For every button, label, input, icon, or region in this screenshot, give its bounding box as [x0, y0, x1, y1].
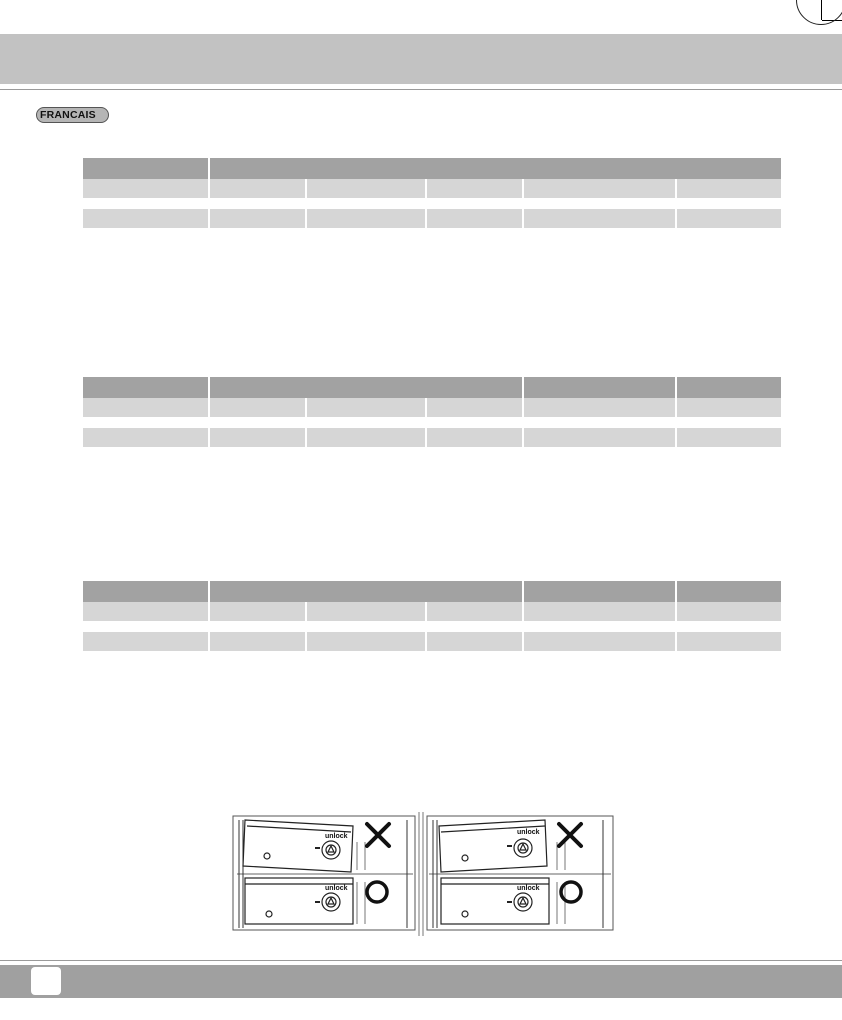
- table-row: [83, 398, 781, 417]
- cross-mark-icon: [559, 824, 581, 846]
- table-cell: [524, 428, 677, 447]
- spec-table-3: [83, 581, 781, 651]
- table-cell: [677, 632, 781, 651]
- table-header-row: [83, 581, 781, 602]
- circle-mark-icon: [367, 882, 387, 902]
- table-cell: [210, 602, 307, 621]
- table-cell: [83, 632, 210, 651]
- tray-wrong-right: [439, 820, 547, 872]
- tray-wrong-left: [243, 820, 353, 872]
- table-cell: [427, 632, 524, 651]
- drive-tray-figure: [227, 812, 619, 936]
- table-cell: [83, 209, 210, 228]
- table-row: [83, 428, 781, 447]
- unlock-label: unlock: [517, 885, 540, 892]
- table-cell: [83, 428, 210, 447]
- unlock-label: unlock: [325, 885, 348, 892]
- language-badge: FRANCAIS: [36, 107, 109, 123]
- table-cell: [307, 428, 427, 447]
- table-cell: [307, 179, 427, 198]
- footer-rule: [0, 960, 842, 961]
- table-cell: [524, 398, 677, 417]
- table-cell: [677, 209, 781, 228]
- table-cell: [210, 428, 307, 447]
- table-header-cell: [524, 581, 677, 602]
- page-number-box: [31, 967, 61, 995]
- table-cell: [83, 602, 210, 621]
- table-cell: [210, 209, 307, 228]
- unlock-label: unlock: [325, 833, 348, 840]
- table-cell: [427, 398, 524, 417]
- header-band: [0, 34, 842, 84]
- table-cell: [427, 209, 524, 228]
- spec-table-1: [83, 158, 781, 228]
- table-row: [83, 209, 781, 228]
- table-header-row: [83, 377, 781, 398]
- table-cell: [210, 398, 307, 417]
- table-cell: [427, 428, 524, 447]
- table-cell: [307, 398, 427, 417]
- table-cell: [677, 179, 781, 198]
- table-cell: [307, 209, 427, 228]
- table-cell: [307, 602, 427, 621]
- table-header-cell: [210, 377, 524, 398]
- table-cell: [83, 398, 210, 417]
- table-cell: [307, 632, 427, 651]
- table-header-cell: [524, 377, 677, 398]
- table-cell: [427, 179, 524, 198]
- circle-mark-icon: [561, 882, 581, 902]
- table-header-cell: [83, 377, 210, 398]
- table-header-cell: [83, 581, 210, 602]
- cross-mark-icon: [367, 824, 389, 846]
- table-cell: [210, 632, 307, 651]
- table-row: [83, 179, 781, 198]
- table-header-cell: [210, 158, 781, 179]
- table-cell: [524, 209, 677, 228]
- table-cell: [83, 179, 210, 198]
- table-header-row: [83, 158, 781, 179]
- table-cell: [210, 179, 307, 198]
- table-header-cell: [677, 581, 781, 602]
- table-row: [83, 602, 781, 621]
- table-header-cell: [677, 377, 781, 398]
- header-rule: [0, 89, 842, 90]
- crop-arc: [796, 0, 842, 25]
- table-cell: [524, 632, 677, 651]
- table-header-cell: [83, 158, 210, 179]
- unlock-label: unlock: [517, 829, 540, 836]
- spec-table-2: [83, 377, 781, 447]
- table-header-cell: [210, 581, 524, 602]
- table-cell: [677, 398, 781, 417]
- table-cell: [524, 179, 677, 198]
- table-row: [83, 632, 781, 651]
- table-cell: [677, 602, 781, 621]
- table-cell: [524, 602, 677, 621]
- table-cell: [427, 602, 524, 621]
- footer-band: [0, 965, 842, 998]
- table-cell: [677, 428, 781, 447]
